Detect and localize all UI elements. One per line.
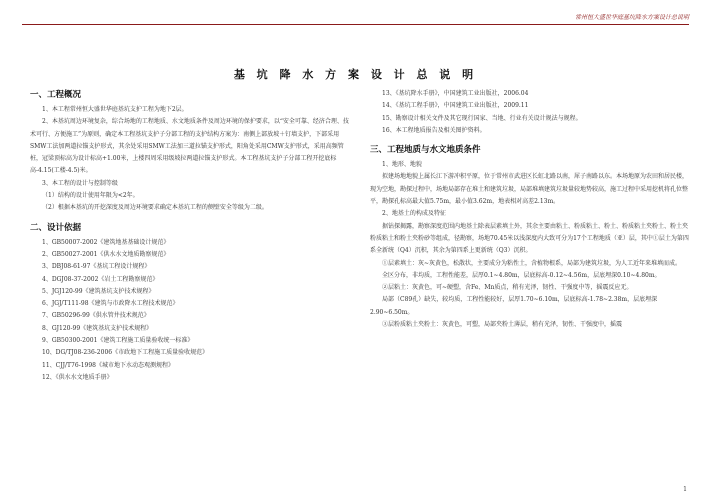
reference-item: 11、CJJ/T76-1998《城市地下水动态观测规程》 — [42, 361, 174, 369]
paragraph: ③层粉质粘土夹粉土：灰黄色，可塑，局部夹粉土薄层，稍有光泽，韧性、干强度中，摇震 — [382, 321, 623, 329]
reference-item: 15、勘察设计相关文件及其它现行国家、当地、行业有关设计规法与规程。 — [382, 114, 582, 122]
document-title: 基 坑 降 水 方 案 设 计 总 说 明 — [233, 68, 478, 81]
reference-item: 6、JGJ/T111-98《建筑与市政降水工程技术规范》 — [42, 300, 179, 308]
subheading: 1、地形、地貌 — [382, 161, 422, 169]
reference-item: 5、JGJ120-99《建筑基坑支护技术规程》 — [42, 287, 155, 295]
reference-item: 4、DGJ08-37-2002《岩土工程勘察规范》 — [42, 275, 159, 283]
right-column — [370, 88, 690, 331]
paragraph: ②层粘土：灰黄色，可~硬塑，含Fe、Mn质点，稍有光泽，韧性、干强度中等，摇震反应无。 — [382, 284, 633, 292]
reference-item: 9、GB50300-2001《建筑工程施工质量验收统一标准》 — [42, 337, 194, 345]
left-column — [30, 88, 350, 384]
reference-item: 1、GB50007-2002《建筑地基基础设计规范》 — [42, 238, 170, 246]
paragraph: （1）结构的设计使用年限为<2年。 — [42, 192, 139, 200]
section-title-geology: 三、工程地质与水文地质条件 — [370, 145, 481, 156]
reference-item: 2、GB50027-2001《供水水文地质勘察规范》 — [42, 250, 170, 258]
section-title-basis: 二、设计依据 — [30, 222, 82, 233]
paragraph: （2）根据本基坑的开挖深度及周边环境要求确定本基坑工程的侧壁安全等级为二级。 — [42, 204, 268, 212]
reference-item: 12、《供水水文地质手册》 — [42, 373, 113, 381]
subheading: 2、地基土的构成及特征 — [382, 210, 446, 218]
reference-item: 3、DBJ08-61-97《基坑工程设计规程》 — [42, 263, 151, 271]
reference-item: 16、本工程地质报告及相关图护资料。 — [382, 126, 486, 134]
paragraph: 拟建场地地貌上属长江下游冲积平原，位于常州市武进区长虹北路以南，犀子南路以东。本场地原为农田和居民楼，现为空地，勘探过程中，场地局部存在堆土和建筑垃圾，局部堆填建筑垃圾量较地势较高，施工过程中采用挖机将孔位整平，勘探孔标高最大值5.75m，最小值3.62m，地表相对高差2.13m。 — [370, 173, 689, 206]
paragraph: 1、本工程常州恒大盛世华庭基坑支护工程为地下2层。 — [42, 106, 188, 113]
paragraph: 局部（C89孔）缺失，较均质，工程性能较好，层厚1.70~6.10m，层底标高-1.78~2.38m，层底埋深2.90~6.50m。 — [370, 296, 658, 316]
section-title-overview: 一、工程概况 — [30, 90, 82, 100]
reference-item: 10、DG/TJ08-236-2006《市政地下工程施工质量验收规范》 — [42, 349, 209, 357]
header-rule — [22, 24, 689, 25]
reference-item: 13、《基坑降水手册》，中国建筑工业出版社，2006.04 — [382, 90, 529, 97]
page-header — [0, 0, 711, 28]
reference-item: 7、GB50296-99《供水管井技术规范》 — [42, 312, 150, 320]
paragraph: 2、本基坑周边环境复杂，综合场地的工程地质、水文地质条件及周边环境的保护要求，以“安全可靠、经济合理、技术可行、方便施工”为原则，确定本工程基坑支护子分部工程的支护结构方案为：南侧上部放坡＋钉墙支护，下部采用SMW工法加两道拉锚支护形式，其余处采用SMW工法加三道拉锚支护形式，阳角处采用CMW支护形式，采用高频管桩，冠梁顶标高为设计标高+1.00米，上楼四周采用级坡拉两道拉锚支护形式。本工程基坑支护子分部工程开挖底标高-4.15(工楼-4.5)米。 — [30, 118, 349, 175]
paragraph: ①层素填土：灰~灰黄色，松散状，主要成分为粘性土，含植物根系，局部为建筑垃圾，为人工近年来堆填而成。 — [382, 259, 682, 267]
page-number: 1 — [683, 486, 687, 493]
paragraph: 3、本工程的设计与控制等级 — [42, 179, 118, 187]
paragraph: 全区分布，非均质，工程性能差，层厚0.1~4.80m，层底标高-0.12~4.56m，层底埋深0.10~4.80m。 — [382, 271, 661, 279]
paragraph: 据钻探揭露，勘察深度范围内地基土除表层素填土外，其余主要由粘土、粉质粘土、粉土、粉质粘土夹粉土、粉土夹粉质粘土和粉土夹粉砂等组成，径勘察，场地70.45米以浅深度内大致可分为17个工程地质（亚）层，其中①层土为第四系全新统（Q4）沉积，其余为第四系上更新统（Q3）沉积。 — [370, 222, 689, 255]
header-text: 常州恒大盛世华庭基坑降水方案设计总说明 — [574, 14, 689, 21]
reference-item: 14、《基坑工程手册》，中国建筑工业出版社，2009.11 — [382, 102, 529, 110]
reference-item: 8、GJ120-99《建筑基坑支护技术规程》 — [42, 324, 153, 332]
